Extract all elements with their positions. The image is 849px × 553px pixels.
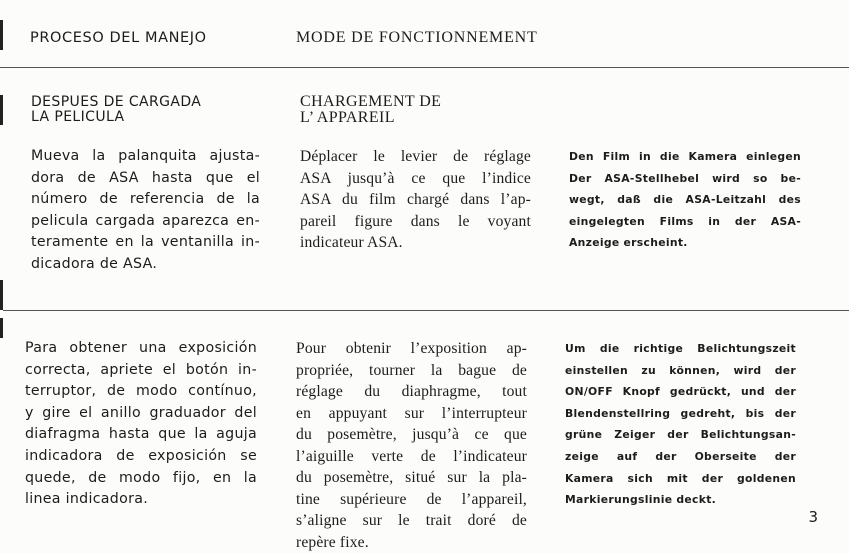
text-line: y gire el anillo graduador del (25, 403, 257, 425)
text-line: wegt, daß die ASA-Leitzahl des (569, 189, 801, 211)
text-line: repère fixe. (296, 532, 527, 553)
text-line: correcta, apriete el botón in- (25, 360, 257, 382)
binding-mark (0, 95, 3, 125)
page-number: 3 (808, 508, 818, 526)
text-line: quede, de modo fijo, en la (25, 468, 257, 490)
text-line: pareil figure dans le voyant (300, 211, 531, 233)
text-line: du posemètre, jusqu’à ce que (296, 424, 527, 446)
section1-title-es (31, 95, 201, 125)
text-line: ASA jusqu’à ce que l’indice (300, 168, 531, 190)
header-spanish: PROCESO DEL MANEJO (30, 30, 207, 46)
text-line: diafragma hasta que la aguja (25, 424, 257, 446)
text-line: Blendenstellring gedreht, bis der (565, 403, 796, 425)
text-line: tine supérieure de l’appareil, (296, 489, 527, 511)
text-line: pelicula cargada aparezca en- (31, 211, 260, 233)
text-line: linea indicadora. (25, 489, 257, 511)
text-line: grüne Zeiger der Belichtungsan- (565, 424, 796, 446)
text-line: indicateur ASA. (300, 232, 531, 254)
section1-paragraph-fr (300, 146, 531, 254)
section1-paragraph-es (31, 146, 260, 276)
text-line: ON/OFF Knopf gedrückt, und der (565, 381, 796, 403)
text-line: en appuyant sur l’interrupteur (296, 403, 527, 425)
text-line: propriée, tourner la bague de (296, 360, 527, 382)
section1-title-fr-line1: CHARGEMENT DE (300, 94, 441, 110)
text-line: einstellen zu können, wird der (565, 360, 796, 382)
text-line: zeige auf der Oberseite der (565, 446, 796, 468)
section1-title-es-line2: LA PELICULA (31, 110, 201, 125)
text-line: l’aiguille verte de l’indicateur (296, 446, 527, 468)
text-line: terruptor, de modo contínuo, (25, 381, 257, 403)
text-line: dora de ASA hasta que el (31, 168, 260, 190)
text-line: Déplacer le levier de réglage (300, 146, 531, 168)
text-line: Um die richtige Belichtungszeit (565, 338, 796, 360)
text-line: réglage du diaphragme, tout (296, 381, 527, 403)
text-line: Den Film in die Kamera einlegen (569, 146, 801, 168)
text-line: Kamera sich mit der goldenen (565, 468, 796, 490)
section2-paragraph-fr (296, 338, 527, 553)
text-line: Anzeige erscheint. (569, 232, 801, 254)
text-line: ASA du film chargé dans l’ap- (300, 189, 531, 211)
section1-title-es-line1: DESPUES DE CARGADA (31, 95, 201, 110)
divider-middle (3, 310, 849, 311)
section2-paragraph-es (25, 338, 257, 511)
text-line: Para obtener una exposición (25, 338, 257, 360)
binding-mark (0, 280, 3, 310)
section1-paragraph-de (569, 146, 801, 254)
text-line: Der ASA-Stellhebel wird so be- (569, 168, 801, 190)
divider-top (0, 67, 849, 68)
text-line: Mueva la palanquita ajusta- (31, 146, 260, 168)
text-line: du posemètre, situé sur la pla- (296, 467, 527, 489)
text-line: dicadora de ASA. (31, 254, 260, 276)
binding-mark (0, 20, 3, 50)
text-line: s’aligne sur le trait doré de (296, 510, 527, 532)
header-french: MODE DE FONCTIONNEMENT (296, 29, 538, 47)
text-line: Pour obtenir l’exposition ap- (296, 338, 527, 360)
binding-mark (0, 318, 3, 338)
section2-paragraph-de (565, 338, 796, 511)
text-line: Markierungslinie deckt. (565, 489, 796, 511)
text-line: eingelegten Films in der ASA- (569, 211, 801, 233)
text-line: número de referencia de la (31, 189, 260, 211)
text-line: teramente en la ventanilla in- (31, 232, 260, 254)
section1-title-fr-line2: L’ APPAREIL (300, 110, 441, 126)
section1-title-fr (300, 94, 441, 126)
text-line: indicadora de exposición se (25, 446, 257, 468)
